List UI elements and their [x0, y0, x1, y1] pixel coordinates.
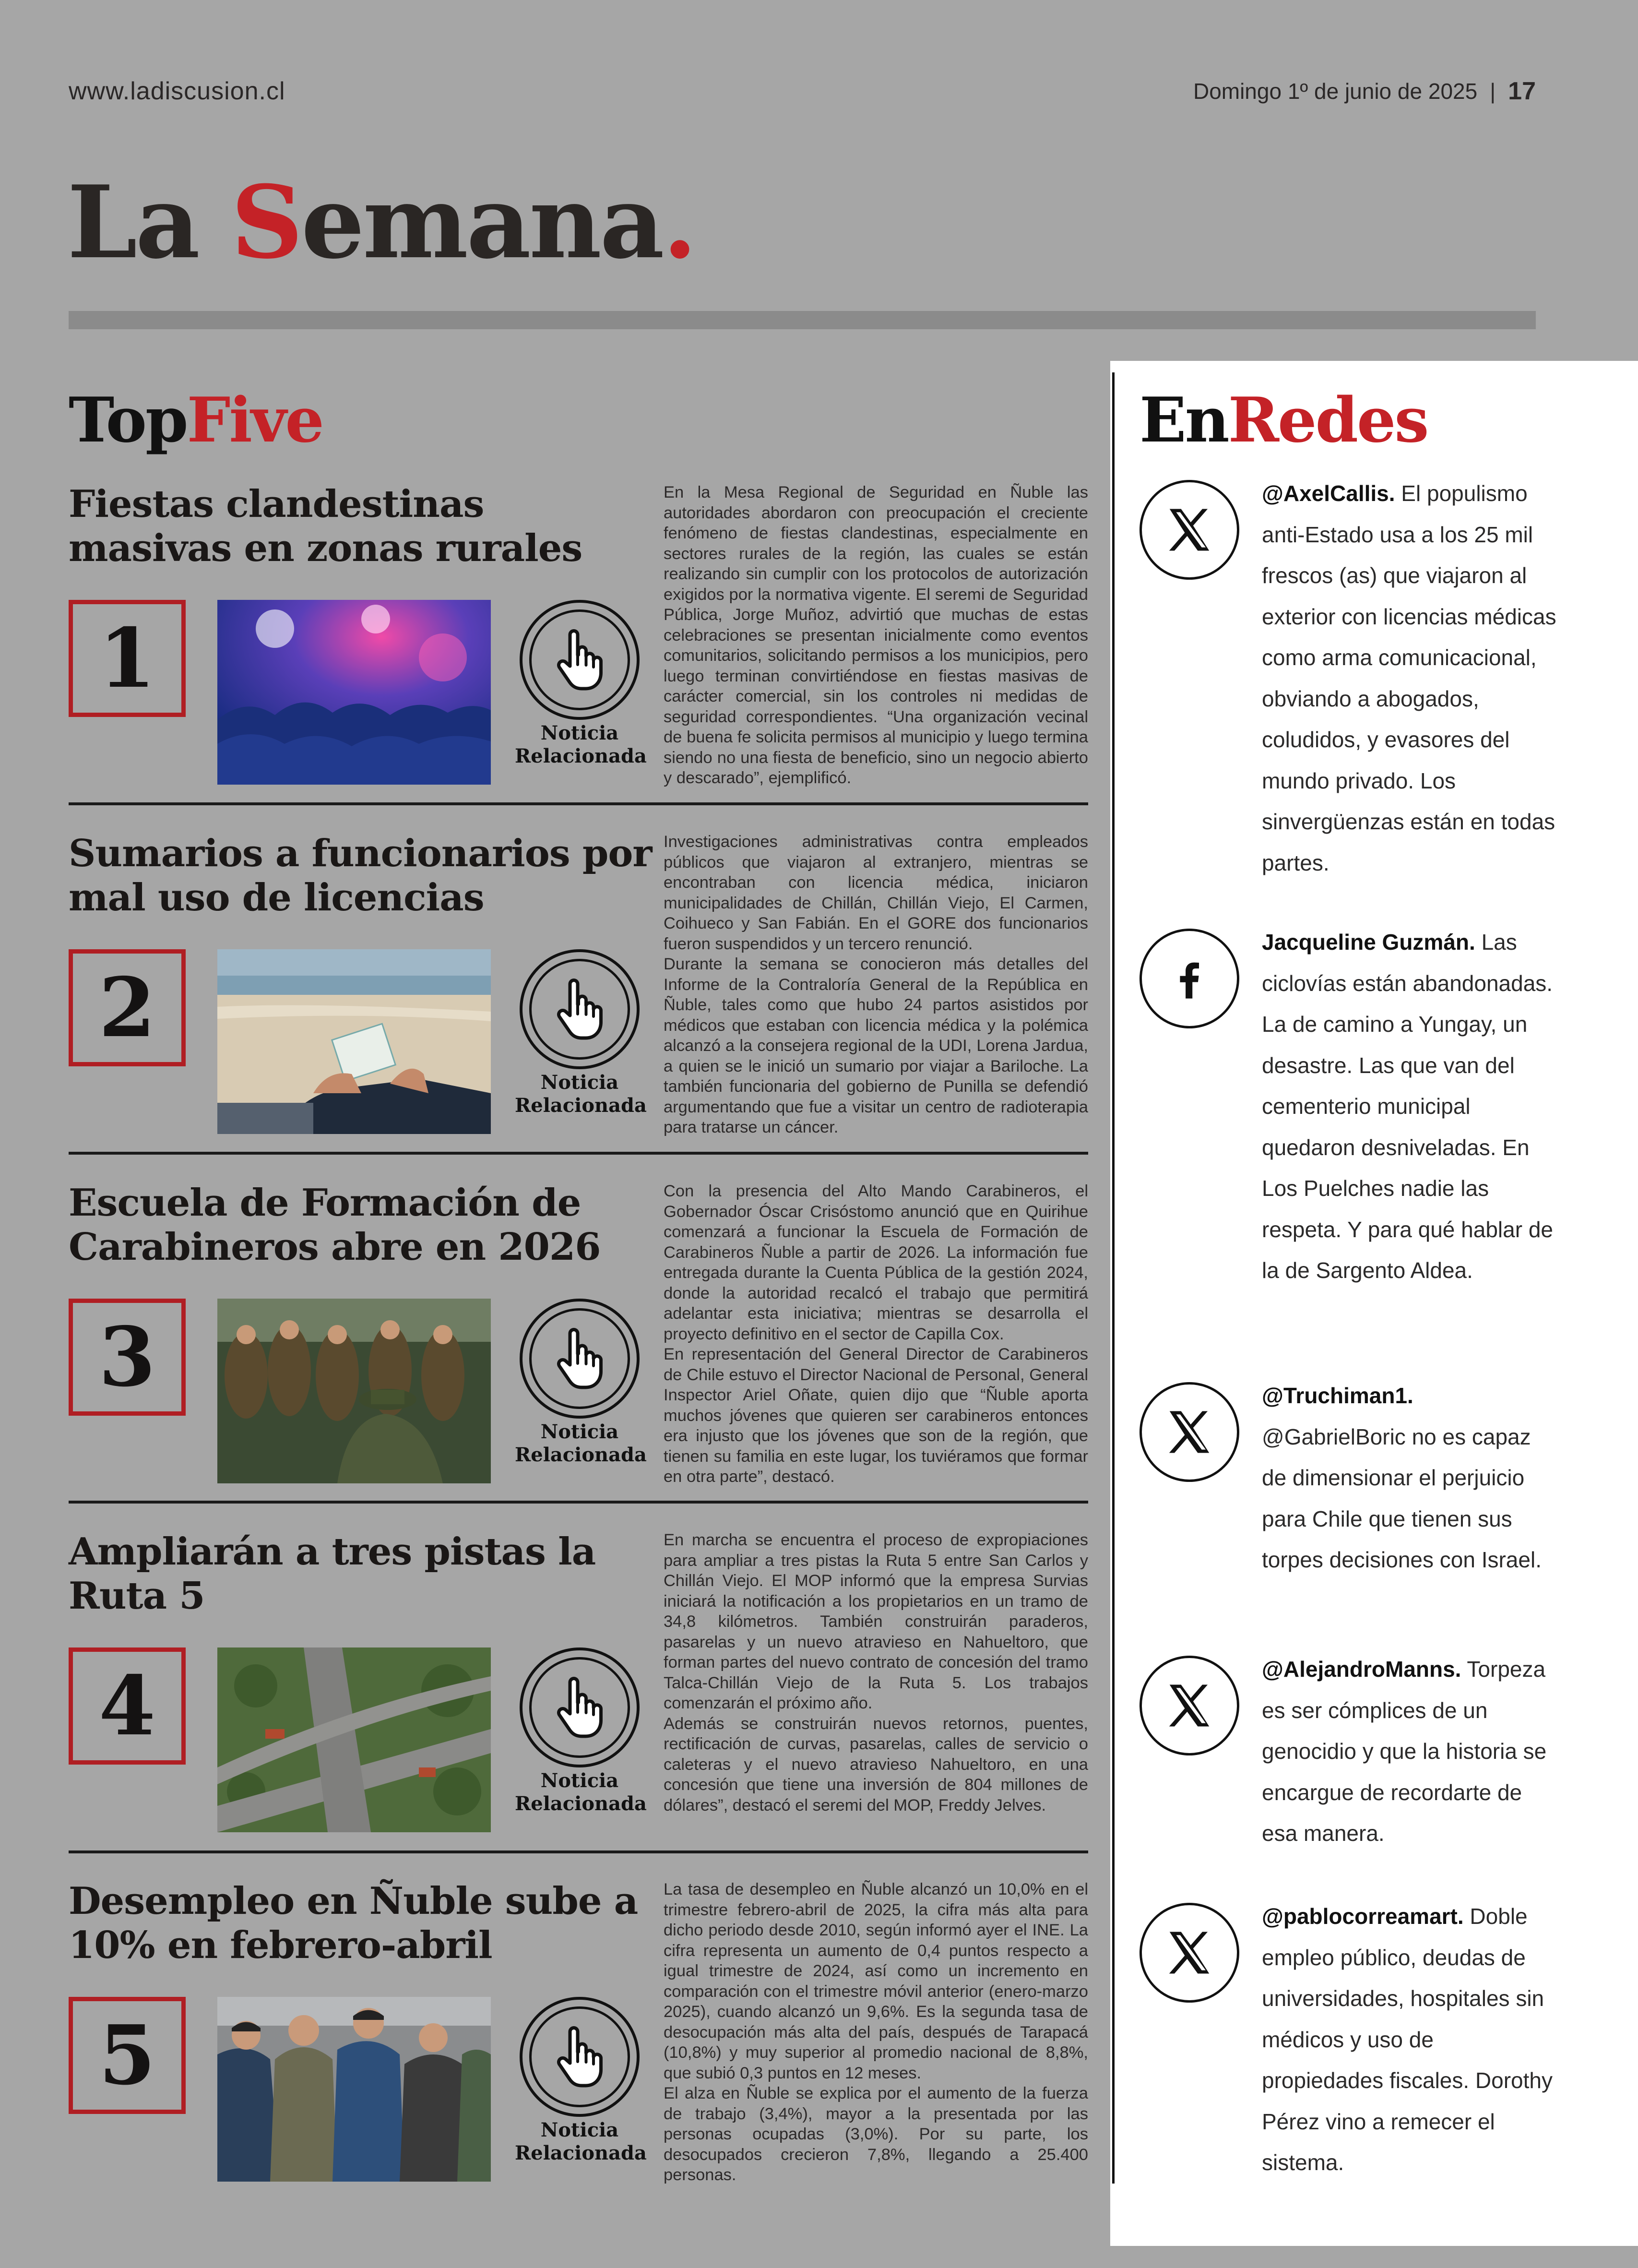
related-news-link[interactable]	[515, 600, 647, 767]
masthead-dot: .	[662, 164, 696, 281]
related-news-label-2: Relacionada	[515, 1094, 647, 1117]
page-number: 17	[1508, 77, 1536, 105]
related-news-label-1: Noticia	[540, 2119, 619, 2141]
story-photo-party	[217, 600, 491, 785]
story-2	[69, 832, 1088, 1139]
post-body: El populismo anti-Estado usa a los 25 mil frescos (as) que viajaron al exterior con licencias médicas como arma comunicacional, obviando a abogados, coludidos, y evasores del mundo privado. Los sinvergüenzas están en todas partes.	[1262, 481, 1556, 875]
story-body	[664, 1530, 1088, 1815]
related-news-label-1: Noticia	[540, 722, 619, 744]
related-news-inner-circle	[529, 609, 630, 710]
story-photo-carabineros	[217, 1299, 491, 1483]
related-news-inner-circle	[529, 2006, 630, 2107]
story-paragraph: Investigaciones administrativas contra empleados públicos que viajaron al extranjero, mientras se encontraban con licencia médica, iniciaron municipalidades de Chillán, Chillán Viejo, El Carmen, Coihueco y San Fabián. En el GORE dos funcionarios fueron suspendidos y un tercero renunció.	[664, 833, 1088, 953]
pointing-hand-icon	[551, 1327, 608, 1390]
rank-number-box: 4	[69, 1647, 186, 1765]
rank-number-box: 1	[69, 600, 186, 717]
x-logo-glyph	[1163, 1679, 1216, 1732]
enredes-vertical-rule	[1112, 372, 1115, 2184]
topfive-title	[69, 384, 323, 456]
x-icon[interactable]	[1139, 1382, 1239, 1482]
date-separator: |	[1490, 79, 1496, 104]
post-handle[interactable]: @Truchiman1.	[1262, 1383, 1413, 1408]
pointing-hand-icon	[551, 978, 608, 1040]
story-photo-highway	[217, 1647, 491, 1832]
story-body	[664, 832, 1088, 1138]
related-news-circle	[520, 1997, 640, 2117]
masthead-red-letter: S	[231, 164, 301, 281]
dateline	[1193, 77, 1536, 106]
x-logo-glyph	[1163, 503, 1216, 556]
rank-number-box: 2	[69, 949, 186, 1066]
rank-number-box: 5	[69, 1997, 186, 2114]
section-masthead	[67, 164, 696, 281]
story-body	[664, 1879, 1088, 2185]
post-handle[interactable]: @pablocorreamart.	[1262, 1904, 1464, 1929]
story-paragraph: En representación del General Director de Carabineros de Chile estuvo el Director Nacional de Personal, General Inspector Ariel Oñate, quien dijo que “Ñuble aporta muchos jóvenes que quieren ser carabineros entonces era injusto que los jóvenes que son de la región, que tienen su familia en este lugar, los tuviéramos que formar en otra parte”, destacó.	[664, 1345, 1088, 1486]
related-news-link[interactable]	[515, 949, 647, 1117]
related-news-label-2: Relacionada	[515, 1444, 647, 1466]
post-body: Torpeza es ser cómplices de un genocidio y que la historia se encargue de recordarte de esa manera.	[1262, 1657, 1547, 1846]
topfive-title-a: Top	[69, 384, 187, 456]
story-divider	[69, 1850, 1088, 1853]
x-icon[interactable]	[1139, 480, 1239, 580]
related-news-circle	[520, 600, 640, 720]
story-photo-workers	[217, 1997, 491, 2182]
pointing-hand-icon	[551, 629, 608, 691]
story-headline[interactable]: Sumarios a funcionarios por mal uso de licencias	[69, 832, 652, 919]
story-3	[69, 1181, 1088, 1488]
story-headline[interactable]: Escuela de Formación de Carabineros abre en 2026	[69, 1181, 601, 1269]
story-paragraph: Durante la semana se conocieron más detalles del Informe de la Contraloría General de la República en Ñuble, tales como que hubo 24 partos asistidos por médicos que estaban con licencia médica y la polémica alcanzó a la consejera regional de la UDI, Lorena Jardua, a quien se le inició un sumario por viajar a Bariloche. La también funcionaria del gobierno de Punilla se defendió argumentando que fue a visitar un centro de radioterapia para tratarse un cáncer.	[664, 955, 1088, 1136]
story-5	[69, 1879, 1088, 2186]
related-news-label-1: Noticia	[540, 1071, 619, 1094]
story-headline[interactable]: Ampliarán a tres pistas la Ruta 5	[69, 1530, 596, 1618]
x-icon[interactable]	[1139, 1656, 1239, 1755]
story-body	[664, 482, 1088, 788]
enredes-title	[1139, 384, 1428, 456]
post-text	[1262, 1896, 1559, 2184]
related-news-circle	[520, 949, 640, 1069]
related-news-label-1: Noticia	[540, 1769, 619, 1792]
post-body: @GabrielBoric no es capaz de dimensionar el perjuicio para Chile que tienen sus torpes decisiones con Israel.	[1262, 1424, 1542, 1572]
story-1	[69, 482, 1088, 789]
enredes-title-b: Redes	[1228, 384, 1428, 456]
story-photo-beach	[217, 949, 491, 1134]
masthead-rule	[69, 311, 1536, 329]
story-divider	[69, 1152, 1088, 1155]
story-paragraph: Además se construirán nuevos retornos, puentes, rectificación de curvas, pasarelas, calles de servicio o caleteras y el nuevo atravieso Nahueltoro, en una concesión que tiene una inversión de 804 millones de dólares”, destacó el seremi del MOP, Freddy Jelves.	[664, 1714, 1088, 1814]
related-news-label-2: Relacionada	[515, 1792, 647, 1815]
related-news-link[interactable]	[515, 1647, 647, 1815]
issue-date: Domingo 1º de junio de 2025	[1193, 79, 1478, 104]
story-paragraph: La tasa de desempleo en Ñuble alcanzó un 10,0% en el trimestre febrero-abril de 2025, la cifra más alta para dicho periodo desde 2010, según informó ayer el INE. La cifra representa un aumento de 0,4 puntos respecto a igual trimestre de 2024, así como un incremento en comparación con el trimestre móvil anterior (enero-marzo 2025), cuando alcanzó un 9,6%. Es la segunda tasa de desocupación más alta del país, después de Tarapacá (10,8%) y muy superior al promedio nacional de 8,8%, que subió 0,3 puntos en 12 meses.	[664, 1880, 1088, 2082]
story-headline[interactable]: Fiestas clandestinas masivas en zonas rurales	[69, 482, 582, 570]
post-text	[1262, 473, 1559, 883]
enredes-title-a: En	[1139, 384, 1228, 456]
x-icon[interactable]	[1139, 1903, 1239, 2003]
story-divider	[69, 1501, 1088, 1504]
masthead-text-1: La	[67, 164, 231, 281]
post-body: Doble empleo público, deudas de universidades, hospitales sin médicos y uso de propiedades fiscales. Dorothy Pérez vino a remecer el sistema.	[1262, 1904, 1553, 2175]
story-divider	[69, 802, 1088, 805]
masthead-text-2: emana	[301, 164, 663, 281]
topfive-title-b: Five	[187, 384, 323, 456]
pointing-hand-icon	[551, 1676, 608, 1739]
post-text	[1262, 1649, 1559, 1854]
post-text	[1262, 1375, 1559, 1581]
post-handle[interactable]: @AxelCallis.	[1262, 481, 1395, 506]
related-news-inner-circle	[529, 1308, 630, 1409]
pointing-hand-icon	[551, 2026, 608, 2088]
post-handle[interactable]: Jacqueline Guzmán.	[1262, 930, 1475, 955]
post-text	[1262, 922, 1559, 1291]
facebook-icon[interactable]	[1139, 929, 1239, 1028]
post-handle[interactable]: @AlejandroManns.	[1262, 1657, 1461, 1682]
x-logo-glyph	[1163, 1406, 1216, 1458]
post-body: Las ciclovías están abandonadas. La de camino a Yungay, un desastre. Las que van del cementerio municipal quedaron desniveladas. En Los Puelches nadie las respeta. Y para qué hablar de la de Sargento Aldea.	[1262, 930, 1553, 1283]
story-paragraph: En marcha se encuentra el proceso de expropiaciones para ampliar a tres pistas la Ruta 5 entre San Carlos y Chillán Viejo. El MOP informó que la empresa Survias iniciará la notificación a los propietarios en un tramo de 34,8 kilómetros. También construirán paraderos, pasarelas y un nuevo atravieso en Nahueltoro, que forman partes del nuevo contrato de concesión del tramo Talca-Chillán Viejo de la Ruta 5. Los trabajos comenzarán el próximo año.	[664, 1531, 1088, 1712]
story-paragraph: En la Mesa Regional de Seguridad en Ñuble las autoridades abordaron con preocupación el creciente fenómeno de fiestas clandestinas, especialmente en sectores rurales de la región, las cuales se están realizando sin cumplir con los protocolos de autorización exigidos por la normativa vigente. El seremi de Seguridad Pública, Jorge Muñoz, advirtió que muchas de estas celebraciones se presentan inicialmente como eventos comunitarios, solicitando permisos a los municipios, pero luego terminan convirtiéndose en fiestas masivas de carácter comercial, sin los controles ni medidas de seguridad correspondientes. “Una organización vecinal de buena fe solicita permisos al municipio y luego termina siendo no una fiesta de beneficio, sino un negocio abierto y descarado”, ejemplificó.	[664, 483, 1088, 787]
related-news-circle	[520, 1299, 640, 1419]
story-paragraph: Con la presencia del Alto Mando Carabineros, el Gobernador Óscar Crisóstomo anunció que en Quirihue comenzará a funcionar la Escuela de Formación de Carabineros Ñuble a partir de 2026. La información fue entregada durante la Cuenta Pública de la gestión 2024, donde la autoridad recalcó el trabajo que permitirá adelantar esta iniciativa; mientras se desarrolla el proyecto definitivo en el sector de Capilla Cox.	[664, 1182, 1088, 1343]
site-url: www.ladiscusion.cl	[69, 77, 285, 105]
story-paragraph: El alza en Ñuble se explica por el aumento de la fuerza de trabajo (3,4%), mayor a la presentada por las personas ocupadas (3,0%). Por su parte, los desocupados crecieron 7,8%, llegando a 25.400 personas.	[664, 2084, 1088, 2184]
related-news-label-1: Noticia	[540, 1420, 619, 1443]
rank-number-box: 3	[69, 1299, 186, 1416]
related-news-inner-circle	[529, 1657, 630, 1758]
facebook-logo-glyph	[1165, 955, 1213, 1003]
related-news-label-2: Relacionada	[515, 2142, 647, 2164]
related-news-link[interactable]	[515, 1299, 647, 1466]
related-news-link[interactable]	[515, 1997, 647, 2164]
story-body	[664, 1181, 1088, 1487]
related-news-circle	[520, 1647, 640, 1767]
related-news-label-2: Relacionada	[515, 745, 647, 767]
x-logo-glyph	[1163, 1926, 1216, 1979]
story-headline[interactable]: Desempleo en Ñuble sube a 10% en febrero-abril	[69, 1879, 638, 1967]
story-4	[69, 1530, 1088, 1837]
related-news-inner-circle	[529, 959, 630, 1060]
